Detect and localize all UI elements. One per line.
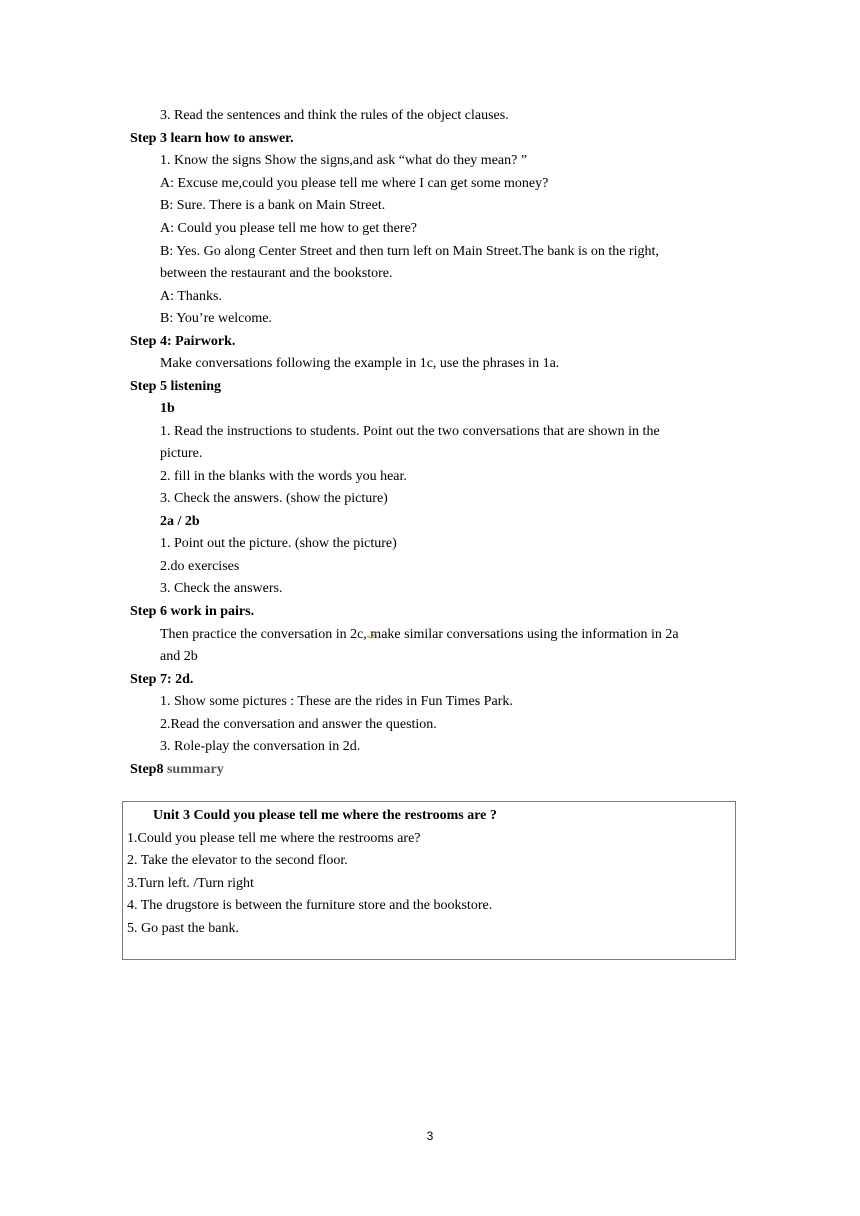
text-line: picture.: [160, 446, 203, 461]
text-line: 3. Check the answers. (show the picture): [160, 491, 388, 506]
step-3-heading: Step 3 learn how to answer.: [130, 131, 294, 146]
text-line: A: Excuse me,could you please tell me where I can get some money?: [160, 176, 549, 191]
summary-box: [122, 801, 736, 960]
summary-item: 3.Turn left. /Turn right: [127, 876, 254, 891]
text-line: 1. Show some pictures : These are the rides in Fun Times Park.: [160, 694, 513, 709]
step-7-heading: Step 7: 2d.: [130, 672, 194, 687]
text-line: A: Could you please tell me how to get there?: [160, 221, 417, 236]
step-5-heading: Step 5 listening: [130, 379, 222, 394]
step-8-heading: [130, 761, 224, 779]
text-line: and 2b: [160, 649, 198, 664]
edit-mark-icon: [366, 630, 378, 640]
text-line: B: Sure. There is a bank on Main Street.: [160, 198, 386, 213]
step-4-heading: Step 4: Pairwork.: [130, 334, 236, 349]
text-line: 1. Point out the picture. (show the picture): [160, 536, 397, 551]
summary-item: 2. Take the elevator to the second floor.: [127, 853, 348, 868]
text-line: 2. fill in the blanks with the words you hear.: [160, 469, 407, 484]
text-line: Make conversations following the example in 1c, use the phrases in 1a.: [160, 356, 560, 371]
text-line: Then practice the conversation in 2c, make similar conversations using the information in 2a: [160, 627, 679, 642]
text-line: B: Yes. Go along Center Street and then turn left on Main Street.The bank is on the right,: [160, 244, 659, 259]
subheading-1b: 1b: [160, 401, 175, 416]
text-line: 3. Check the answers.: [160, 581, 283, 596]
summary-word: summary: [166, 762, 224, 777]
text-line: 1. Know the signs Show the signs,and ask “what do they mean? ”: [160, 153, 528, 168]
text-line: 2.do exercises: [160, 559, 240, 574]
text-line: 2.Read the conversation and answer the question.: [160, 717, 437, 732]
text-line: 3. Role-play the conversation in 2d.: [160, 739, 361, 754]
text-line: A: Thanks.: [160, 289, 222, 304]
text-line: 3. Read the sentences and think the rules of the object clauses.: [160, 108, 509, 123]
summary-title: Unit 3 Could you please tell me where the restrooms are ?: [153, 808, 497, 823]
text-line: 1. Read the instructions to students. Point out the two conversations that are shown in the: [160, 424, 660, 439]
step-8-label: Step8: [130, 762, 164, 777]
page-number: 3: [426, 1129, 434, 1143]
summary-item: 5. Go past the bank.: [127, 921, 239, 936]
step-6-heading: Step 6 work in pairs.: [130, 604, 255, 619]
text-line: B: You’re welcome.: [160, 311, 272, 326]
summary-item: 4. The drugstore is between the furniture store and the bookstore.: [127, 898, 493, 913]
subheading-2a-2b: 2a / 2b: [160, 514, 200, 529]
text-line: between the restaurant and the bookstore.: [160, 266, 393, 281]
summary-item: 1.Could you please tell me where the restrooms are?: [127, 831, 421, 846]
